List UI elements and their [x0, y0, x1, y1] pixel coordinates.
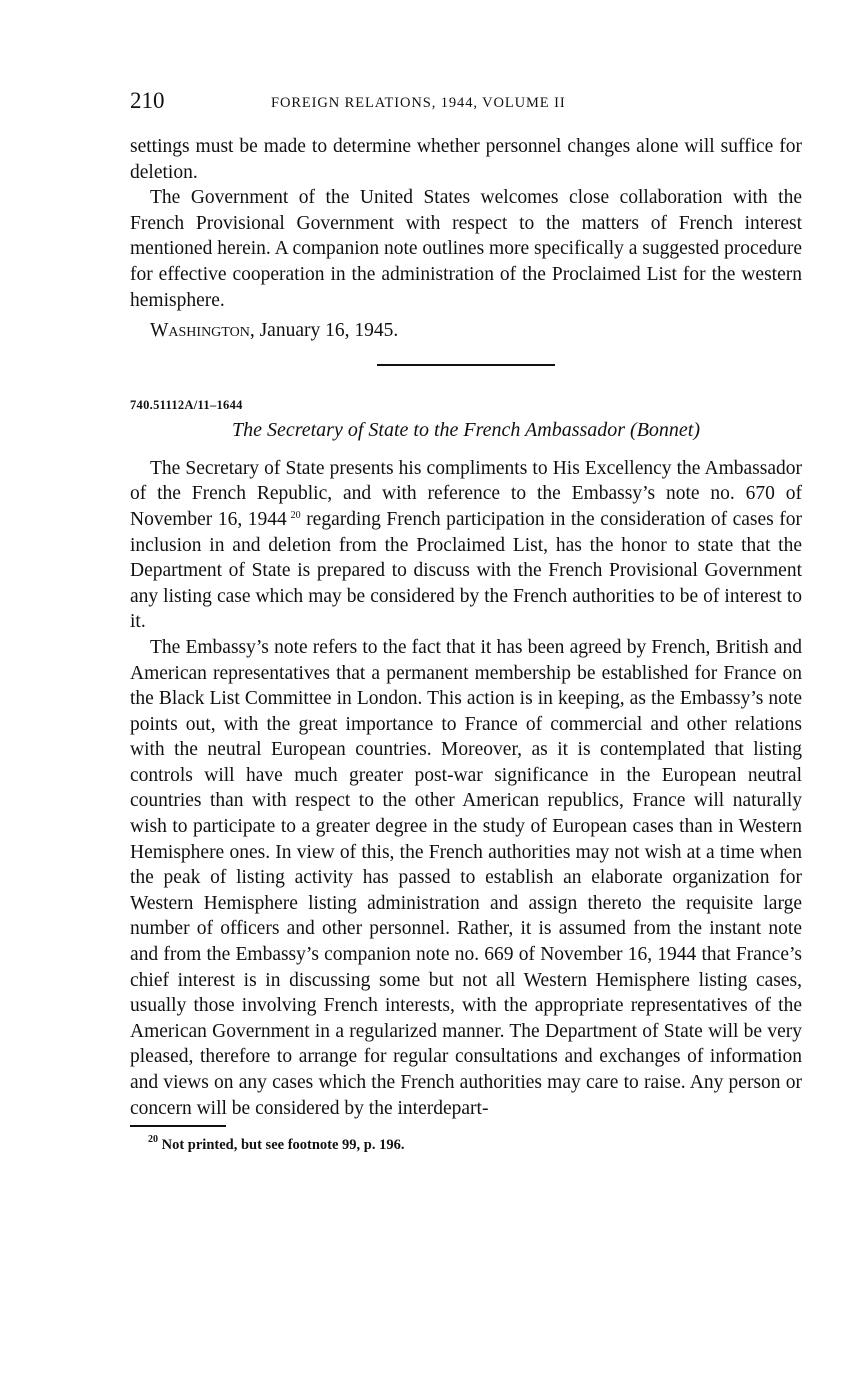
letter-paragraph-1	[130, 456, 802, 635]
running-head-title: FOREIGN RELATIONS, 1944, VOLUME II	[271, 95, 566, 111]
letter-paragraph-1-continued: regarding French participation in the consideration of cases for inclusion in and deletion from the Proclaimed List, has the honor to state that the Department of State is prepared to discuss with the French Provisional Government any listing case which may be considered by the French authorities to be of interest to it.	[130, 508, 803, 633]
paragraph-continued: settings must be made to determine whether personnel changes alone will suffice for deletion.	[130, 136, 802, 183]
section-divider	[377, 364, 555, 366]
footnote-text: Not printed, but see footnote 99, p. 196.	[161, 1137, 405, 1154]
footnote-reference[interactable]: 20	[290, 509, 301, 521]
paragraph-collaboration: The Government of the United States welcomes close collaboration with the French Provisional Government with respect to the matters of French interest mentioned herein. A companion note outlines more specifically a suggested procedure for effective cooperation in the administration of the Proclaimed List for the western hemisphere.	[130, 187, 803, 311]
footnote	[130, 1134, 802, 1154]
running-head	[130, 88, 802, 118]
closing-line	[130, 318, 802, 344]
letter-paragraph-2: The Embassy’s note refers to the fact that it has been agreed by French, British and American representatives that a permanent membership be established for France on the Black List Committee in London. This action is in keeping, as the Embassy’s note points out, with the great importance to France of commercial and other relations with the neutral European countries. Moreover, as it is contemplated that listing controls will have much greater post-war significance in the European neutral countries than with respect to the other American republics, France will naturally wish to participate to a greater degree in the study of European cases than in Western Hemisphere ones. In view of this, the French authorities may not wish at a time when the peak of listing activity has passed to establish an elaborate organization for Western Hemisphere listing administration and assign thereto the requisite large number of officers and other personnel. Rather, it is assumed from the instant note and from the Embassy’s companion note no. 669 of November 16, 1944 that France’s chief interest is in discussing some but not all Western Hemisphere listing cases, usually those involving French interests, with the appropriate representatives of the American Government in a regularized manner. The Department of State will be very pleased, therefore to arrange for regular consultations and exchanges of information and views on any cases which the French authorities may care to raise. Any person or concern will be considered by the interdepart-	[130, 636, 802, 1119]
heading-ambassador-name: Bonnet	[636, 418, 694, 441]
closing-date: January 16, 1945.	[259, 320, 399, 342]
letter-paragraph-1-text: The Secretary of State presents his compliments to His Excellency the Ambassador of the French Republic, and with reference to the Embassy’s note no. 670 of November 16, 1944	[130, 457, 802, 530]
heading-close: )	[693, 418, 701, 441]
footnote-divider	[130, 1125, 226, 1127]
footnote-marker: 20	[148, 1134, 158, 1146]
document-page	[130, 88, 802, 1154]
page-number: 210	[130, 88, 165, 113]
heading-text: The Secretary of State to the French Ambassador (	[231, 418, 637, 441]
file-number: 740.51112A/11–1644	[130, 397, 243, 412]
closing-place: Washington,	[150, 320, 255, 342]
document-heading	[130, 419, 802, 442]
